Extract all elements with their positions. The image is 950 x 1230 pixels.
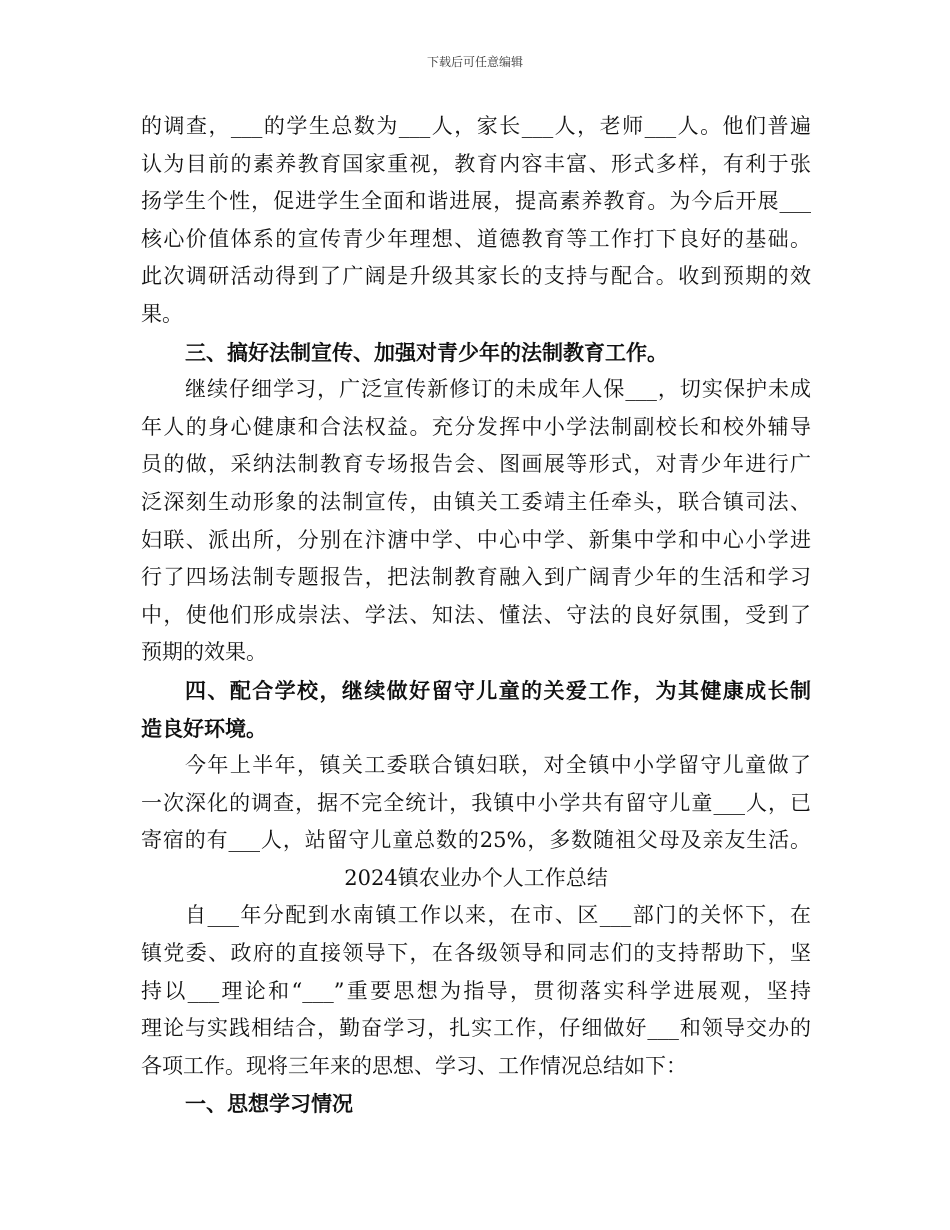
paragraph	[141, 371, 811, 672]
heading-line: 造良好环境。	[141, 715, 267, 741]
heading-line: 四、配合学校，继续做好留守儿童的关爱工作，为其健康成长制	[185, 677, 811, 703]
text-line: 认为目前的素养教育国家重视，教育内容丰富、形式多样，有利于张	[141, 151, 811, 176]
text-line: 镇党委、政府的直接领导下，在各级领导和同志们的支持帮助下，坚	[141, 941, 811, 966]
text-line: 今年上半年，镇关工委联合镇妇联，对全镇中小学留守儿童做了	[185, 753, 811, 778]
text-line: 中，使他们形成崇法、学法、知法、懂法、守法的良好氛围，受到了	[141, 602, 811, 627]
document-title	[141, 860, 811, 898]
text-line: 寄宿的有___人，站留守儿童总数的25%，多数随祖父母及亲友生活。	[141, 828, 811, 853]
text-line: 一次深化的调查，据不完全统计，我镇中小学共有留守儿童___人，已	[141, 790, 811, 815]
text-line: 年人的身心健康和合法权益。充分发挥中小学法制副校长和校外辅导	[141, 414, 811, 439]
text-line: 各项工作。现将三年来的思想、学习、工作情况总结如下：	[141, 1053, 687, 1078]
paragraph	[141, 747, 811, 860]
paragraph	[141, 108, 811, 334]
text-line: 行了四场法制专题报告，把法制教育融入到广阔青少年的生活和学习	[141, 565, 811, 590]
heading-line: 三、搞好法制宣传、加强对青少年的法制教育工作。	[185, 339, 668, 365]
text-line: 泛深刻生动形象的法制宣传，由镇关工委靖主任牵头，联合镇司法、	[141, 489, 811, 514]
text-line: 持以___理论和“___”重要思想为指导，贯彻落实科学进展观，坚持	[141, 978, 811, 1003]
text-line: 此次调研活动得到了广阔是升级其家长的支持与配合。收到预期的效	[141, 264, 811, 289]
text-line: 核心价值体系的宣传青少年理想、道德教育等工作打下良好的基础。	[141, 226, 811, 251]
text-line: 果。	[141, 301, 183, 326]
text-line: 预期的效果。	[141, 640, 267, 665]
page-header: 下载后可任意编辑	[426, 55, 523, 69]
text-line: 的调查，___的学生总数为___人，家长___人，老师___人。他们普遍	[141, 114, 811, 138]
title-line: 2024镇农业办个人工作总结	[344, 865, 608, 890]
section-heading	[141, 672, 811, 747]
section-heading	[141, 334, 811, 372]
text-line: 妇联、派出所，分别在汴溏中学、中心中学、新集中学和中心小学进	[141, 527, 811, 552]
text-line: 扬学生个性，促进学生全面和谐进展，提高素养教育。为今后开展___	[141, 189, 811, 214]
text-line: 员的做，采纳法制教育专场报告会、图画展等形式，对青少年进行广	[141, 452, 811, 477]
paragraph	[141, 897, 811, 1085]
heading-line: 一、思想学习情况	[185, 1091, 353, 1117]
text-line: 自___年分配到水南镇工作以来，在市、区___部门的关怀下，在	[185, 903, 811, 928]
document-body	[141, 108, 811, 1123]
section-heading	[141, 1085, 811, 1123]
text-line: 继续仔细学习，广泛宣传新修订的未成年人保___，切实保护未成	[185, 377, 811, 402]
text-line: 理论与实践相结合，勤奋学习，扎实工作，仔细做好___和领导交办的	[141, 1016, 811, 1041]
